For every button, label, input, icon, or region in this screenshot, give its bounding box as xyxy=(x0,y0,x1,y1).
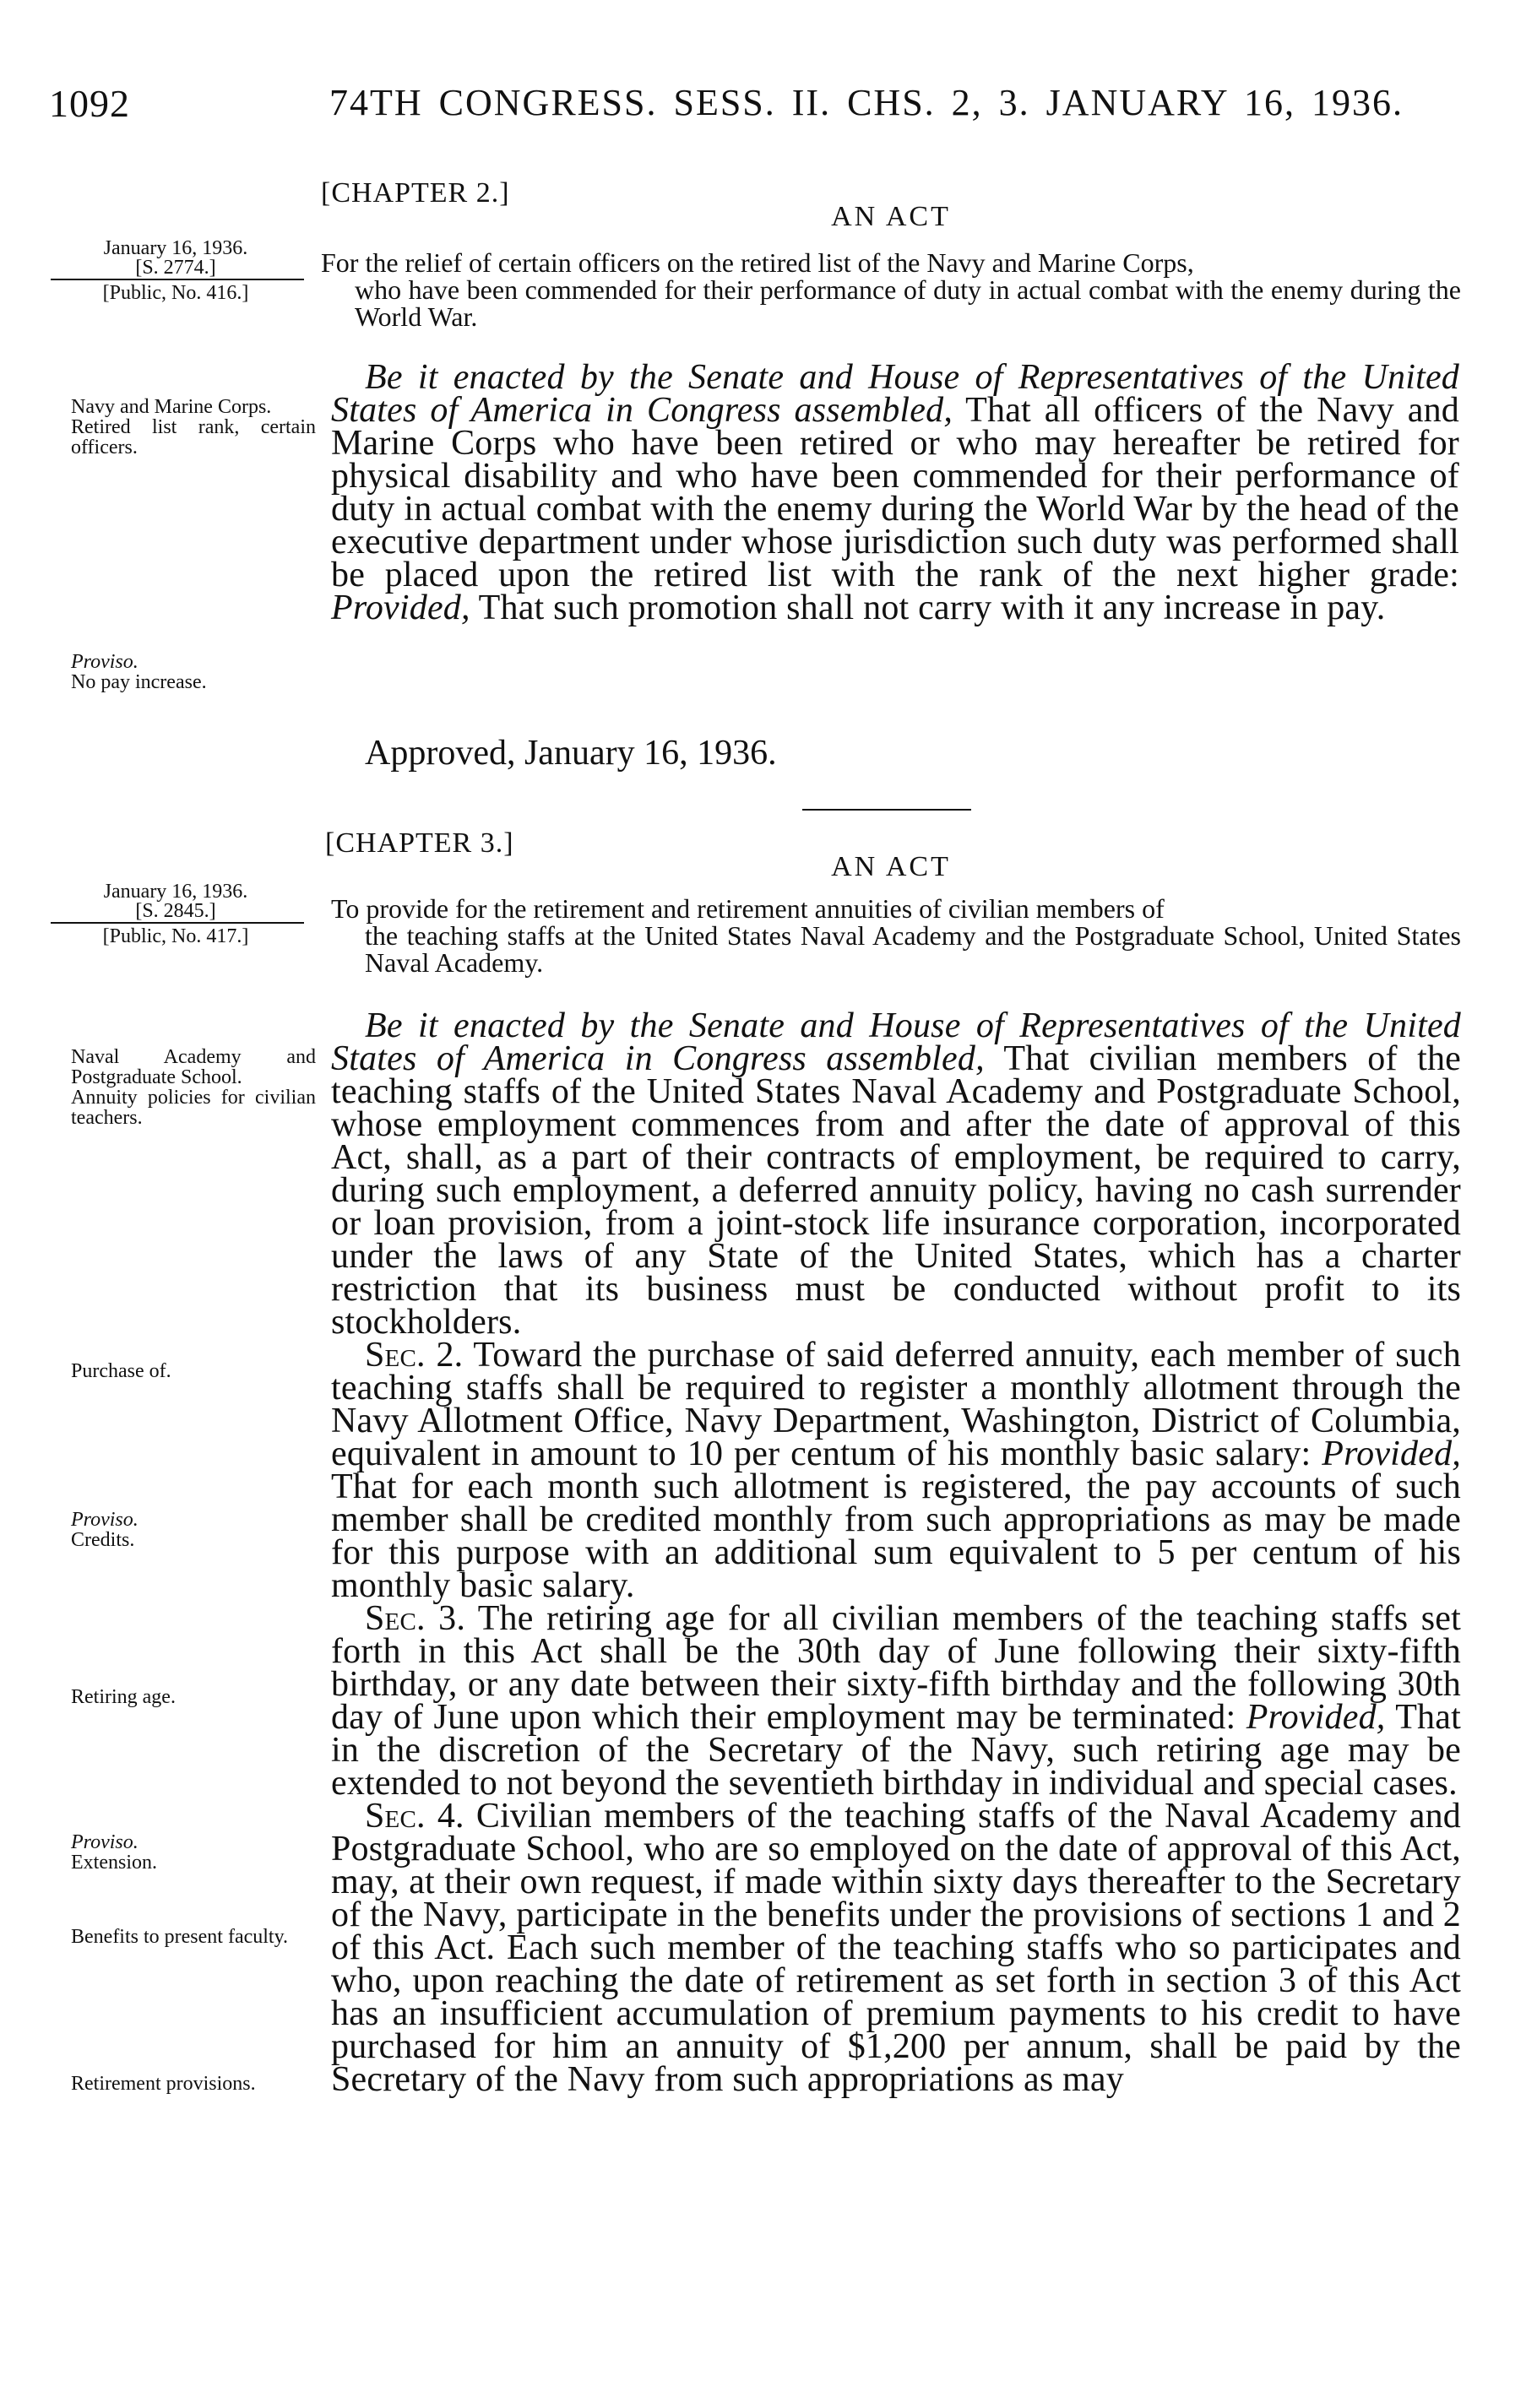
chapter-2-body xyxy=(331,358,1459,627)
section-2-text-b: That for each month such allotment is registered, the pay accounts of such member shall be credited monthly from such appropriations as may be made for this purpose with an additional sum equivalent to 5 per centum of his monthly basic salary. xyxy=(331,1467,1461,1605)
chapter-2-title-rest: who have been commended for their performance of duty in actual combat with the enemy during the World War. xyxy=(355,274,1461,332)
purchase-of-note: Purchase of. xyxy=(71,1360,171,1382)
section-3-text-b: That in the discretion of the Secretary of the Navy, such retiring age may be extended to not beyond the seventieth birthday in individual and special cases. xyxy=(331,1698,1461,1803)
chapter-3-margin-rule xyxy=(51,922,304,924)
section-3-paragraph xyxy=(331,1599,1462,1803)
running-header xyxy=(0,81,1537,140)
chapter-2-date-note: January 16, 1936. xyxy=(103,237,248,259)
chapter-2-proviso-label: Proviso. xyxy=(71,651,138,673)
chapter-2-subject-note xyxy=(49,397,316,458)
section-2-text-a: Toward the purchase of said deferred annuity, each member of such teaching staffs shall be required to register a monthly allotment through the Navy Allotment Office, Navy Department, Washington, District of Columbia, equivalent in amount to 10 per centum of his monthly basic salary: xyxy=(331,1336,1461,1473)
section-2-label: Sec. 2. xyxy=(365,1336,464,1375)
proviso-1-label: Proviso. xyxy=(71,1509,138,1531)
section-1-text: That civilian members of the teaching staffs of the United States Naval Academy and Postgraduate School, whose employment commences from and after the date of approval of this Act, shall, as a part of their contracts of employment, be required to carry, during such employment, a deferred annuity policy, having no cash surrender or loan provision, from a joint-stock life insurance corporation, incorporated under the laws of any State of the United States, which has a charter restriction that its business must be conducted without profit to its stockholders. xyxy=(331,1039,1461,1342)
chapter-2-provided: Provided, xyxy=(331,588,470,627)
credits-note: Credits. xyxy=(71,1529,135,1551)
section-4-label: Sec. 4. xyxy=(365,1797,464,1836)
section-2-paragraph xyxy=(331,1336,1461,1605)
section-2-provided: Provided, xyxy=(1322,1434,1461,1473)
chapter-3-enacting-clause: Be it enacted by the Senate and House of Representatives of the United States of America in Congress assembled, xyxy=(331,1006,1461,1078)
chapter-3-retiring-age-note xyxy=(49,1687,316,1707)
chapter-3-date-note: January 16, 1936. xyxy=(103,881,248,903)
section-4-paragraph xyxy=(331,1797,1461,2099)
chapter-2-margin-rule xyxy=(51,279,304,280)
chapter-3-purchase-note xyxy=(49,1361,316,1381)
chapter-3-an-act: AN ACT xyxy=(831,851,951,882)
chapter-2-no-pay-increase: No pay increase. xyxy=(71,671,207,693)
chapter-3-subject-1: Naval Academy and Postgraduate School. xyxy=(71,1046,316,1088)
chapter-3-credits-note xyxy=(49,1510,316,1550)
chapter-2-an-act: AN ACT xyxy=(831,201,951,232)
chapter-2-proviso-note xyxy=(49,652,316,692)
section-3-provided: Provided, xyxy=(1246,1698,1386,1737)
chapter-2-public-note: [Public, No. 416.] xyxy=(102,282,249,304)
chapter-3-bill-note: [S. 2845.] xyxy=(135,900,216,922)
chapter-3-title-first-line: To provide for the retirement and retirement annuities of civilian members of xyxy=(331,893,1165,924)
page-number: 1092 xyxy=(49,82,130,125)
chapter-3-label: [CHAPTER 3.] xyxy=(325,827,514,859)
chapter-3-subject-2: Annuity policies for civilian teachers. xyxy=(71,1087,316,1129)
chapter-2-label: [CHAPTER 2.] xyxy=(321,177,510,209)
section-1-paragraph xyxy=(331,1006,1461,1342)
chapter-2-enacting-clause: Be it enacted by the Senate and House of Representatives of the United States of America in Congress assembled, xyxy=(331,358,1459,430)
chapter-3-benefits-note xyxy=(49,1927,316,1947)
chapter-3-retirement-note xyxy=(49,2074,316,2094)
chapter-2-provided-text: That such promotion shall not carry with it any increase in pay. xyxy=(478,588,1386,627)
retirement-provisions-note: Retirement provisions. xyxy=(71,2073,256,2095)
retiring-age-note: Retiring age. xyxy=(71,1686,176,1708)
section-3-label: Sec. 3. xyxy=(365,1599,466,1638)
chapter-3-public-note: [Public, No. 417.] xyxy=(102,925,249,947)
running-head-title: 74TH CONGRESS. SESS. II. CHS. 2, 3. JANUARY 16, 1936. xyxy=(329,82,1404,123)
section-3-text-a: The retiring age for all civilian members of the teaching staffs set forth in this Act shall be the 30th day of June following their sixty-fifth birthday, or any date between their sixty-fifth birthday and the following 30th day of June upon which their employment may be terminated: xyxy=(331,1599,1462,1737)
chapter-2-title-first-line: For the relief of certain officers on the retired list of the Navy and Marine Corps, xyxy=(321,247,1194,278)
chapter-3-subject-note xyxy=(49,1047,316,1128)
benefits-note: Benefits to present faculty. xyxy=(71,1926,289,1948)
chapter-2-approved: Approved, January 16, 1936. xyxy=(365,734,777,773)
chapter-2-subject-1: Navy and Marine Corps. xyxy=(71,396,272,418)
proviso-2-label: Proviso. xyxy=(71,1831,138,1853)
chapter-2-subject-2: Retired list rank, certain officers. xyxy=(71,416,316,458)
chapter-3-body xyxy=(331,1006,1462,2099)
chapter-3-extension-note xyxy=(49,1832,316,1873)
chapter-2-title xyxy=(321,249,1461,330)
chapter-divider xyxy=(802,809,971,811)
chapter-3-title xyxy=(331,895,1461,976)
chapter-2-enacting-paragraph xyxy=(331,358,1459,627)
chapter-3-title-rest: the teaching staffs at the United States Naval Academy and the Postgraduate School, United States Naval Academy. xyxy=(365,920,1461,978)
extension-note: Extension. xyxy=(71,1852,157,1874)
chapter-2-bill-note: [S. 2774.] xyxy=(135,257,216,279)
section-4-text: Civilian members of the teaching staffs of the Naval Academy and Postgraduate School, who are so employed on the date of approval of this Act, may, at their own request, if made within sixty days thereafter to the Secretary of the Navy, participate in the benefits under the provisions of sections 1 and 2 of this Act. Each such member of the teaching staffs who so participates and who, upon reaching the date of retirement as set forth in section 3 of this Act has an insufficient accumulation of premium payments to his credit to have purchased for him an annuity of $1,200 per annum, shall be paid by the Secretary of the Navy from such appropriations as may xyxy=(331,1797,1461,2099)
chapter-2-body-text: That all officers of the Navy and Marine Corps who have been retired or who may hereafter be retired for physical disability and who have been commended for their performance of duty in actual combat with the enemy during the World War by the head of the executive department under whose jurisdiction such duty was performed shall be placed upon the retired list with the rank of the next higher grade: xyxy=(331,391,1459,594)
